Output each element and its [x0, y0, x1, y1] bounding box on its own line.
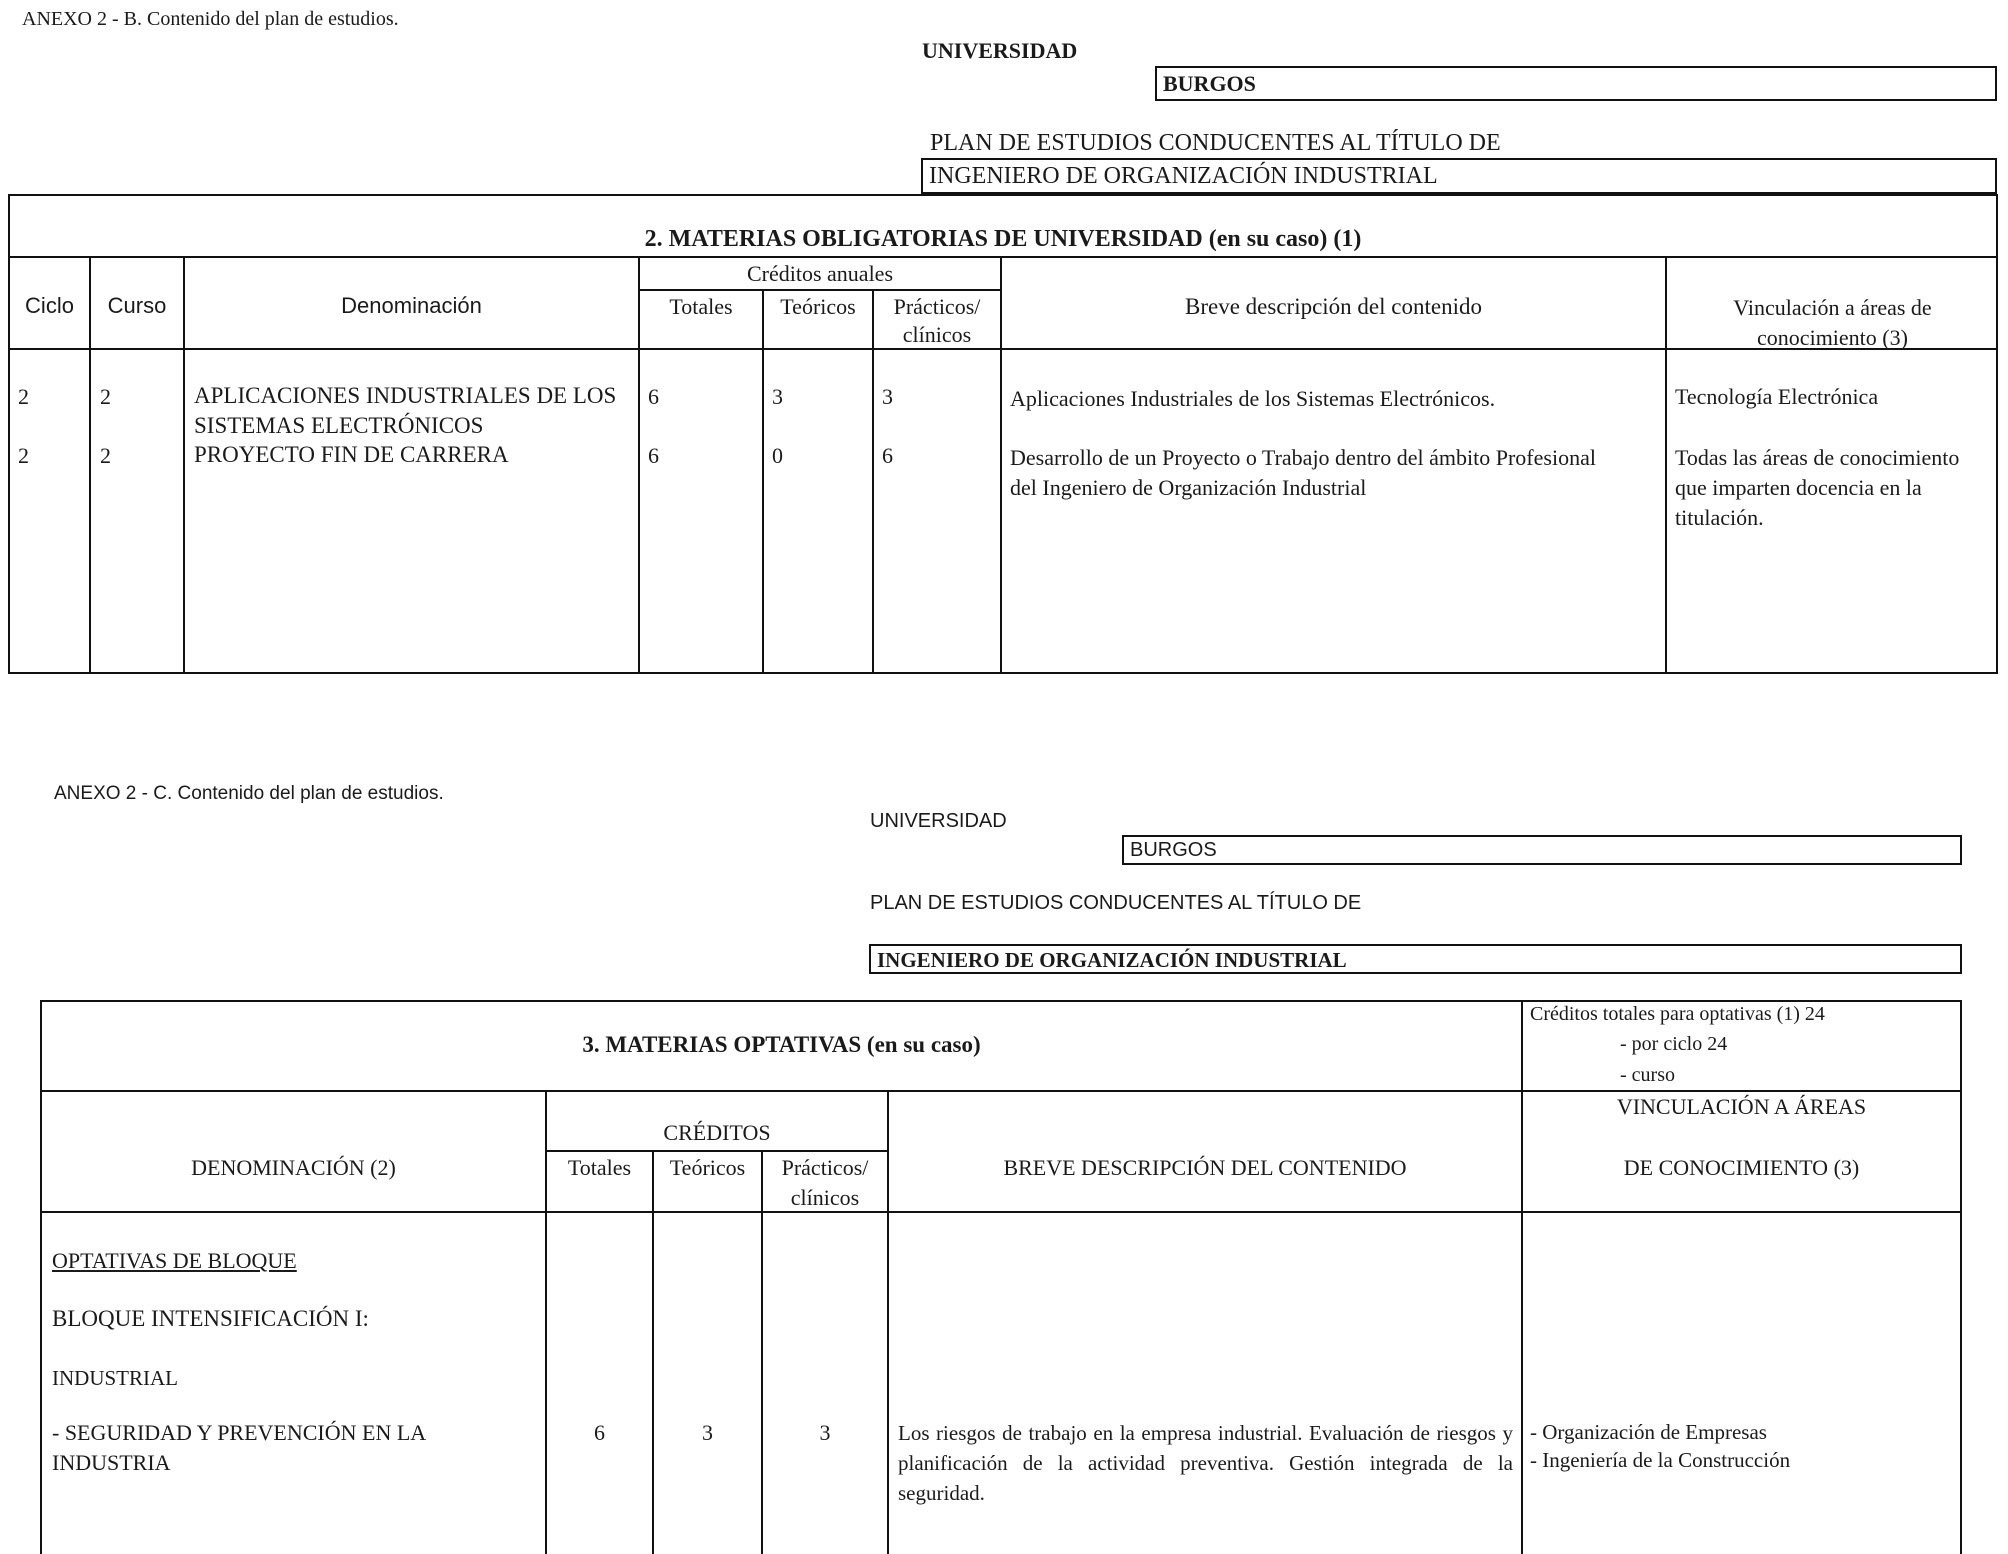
row1-denominacion: APLICACIONES INDUSTRIALES DE LOS SISTEMAS ELECTRÓNICOS — [194, 383, 617, 438]
row2-ciclo: 2 — [18, 443, 29, 468]
row2-totales: 6 — [648, 443, 659, 468]
annex-b-header: ANEXO 2 - B. Contenido del plan de estudios. — [22, 8, 399, 30]
annex-c-degree: INGENIERO DE ORGANIZACIÓN INDUSTRIAL — [877, 948, 1347, 972]
col-descripcion: Breve descripción del contenido — [1185, 294, 1482, 319]
c-col-clinicos: clínicos — [790, 1185, 860, 1210]
annex-b-degree-box — [921, 158, 1997, 194]
col-totales: Totales — [669, 294, 733, 319]
c-row-totales: 6 — [594, 1420, 605, 1445]
col-practicos: Prácticos/ — [893, 294, 981, 319]
annex-c-header: ANEXO 2 - C. Contenido del plan de estudios. — [54, 783, 444, 804]
annex-b-plan-label: PLAN DE ESTUDIOS CONDUCENTES AL TÍTULO DE — [930, 130, 1501, 156]
c-col-denominacion: DENOMINACIÓN (2) — [191, 1155, 396, 1180]
c-row-practicos: 3 — [819, 1420, 831, 1445]
annex-b-table-title: 2. MATERIAS OBLIGATORIAS DE UNIVERSIDAD (en su caso) (1) — [644, 226, 1362, 252]
annex-c-table-title: 3. MATERIAS OPTATIVAS (en su caso) — [582, 1032, 981, 1057]
c-col-vinculacion-2: DE CONOCIMIENTO (3) — [1623, 1155, 1860, 1180]
c-col-totales: Totales — [567, 1155, 632, 1180]
row2-denominacion: PROYECTO FIN DE CARRERA — [194, 442, 509, 467]
col-denominacion: Denominación — [341, 293, 482, 318]
row1-ciclo: 2 — [18, 384, 29, 409]
c-row-teoricos: 3 — [702, 1420, 713, 1445]
c-col-creditos: CRÉDITOS — [663, 1120, 771, 1145]
col-creditos-anuales: Créditos anuales — [746, 261, 894, 286]
c-row-vinculacion-1: - Organización de Empresas — [1530, 1420, 1767, 1444]
c-col-practicos: Prácticos/ — [781, 1155, 869, 1180]
row1-practicos: 3 — [882, 384, 893, 409]
credits-total-line: Créditos totales para optativas (1) 24 — [1530, 1003, 1825, 1025]
block-heading: BLOQUE INTENSIFICACIÓN I: — [52, 1306, 369, 1331]
annex-c-university-box — [1122, 835, 1962, 865]
row1-descripcion: Aplicaciones Industriales de los Sistemas Electrónicos. — [1010, 386, 1496, 411]
annex-b-degree: INGENIERO DE ORGANIZACIÓN INDUSTRIAL — [929, 163, 1438, 189]
row1-teoricos: 3 — [772, 384, 783, 409]
col-teoricos: Teóricos — [780, 294, 856, 319]
annex-c-university-value: BURGOS — [1130, 839, 1217, 861]
credits-ciclo-line: - por ciclo 24 — [1620, 1033, 1728, 1055]
c-col-vinculacion-1: VINCULACIÓN A ÁREAS — [1616, 1094, 1867, 1119]
row2-vinculacion: Todas las áreas de conocimiento que imparten docencia en la titulación. — [1675, 445, 1960, 530]
col-ciclo: Ciclo — [25, 293, 74, 318]
row2-teoricos: 0 — [772, 443, 783, 468]
credits-curso-line: - curso — [1620, 1064, 1675, 1086]
col-clinicos: clínicos — [902, 322, 972, 347]
block-subheading: INDUSTRIAL — [52, 1366, 178, 1390]
col-vinculacion: Vinculación a áreas de conocimiento (3) — [1733, 295, 1932, 350]
row2-practicos: 6 — [882, 443, 893, 468]
c-col-teoricos: Teóricos — [669, 1155, 746, 1180]
c-col-descripcion: BREVE DESCRIPCIÓN DEL CONTENIDO — [1003, 1155, 1407, 1180]
row1-curso: 2 — [100, 384, 111, 409]
annex-c-degree-box — [869, 944, 1962, 974]
annex-c-university-label: UNIVERSIDAD — [870, 810, 1007, 832]
row2-descripcion: Desarrollo de un Proyecto o Trabajo dentro del ámbito Profesional del Ingeniero de Organización Industrial — [1010, 445, 1596, 500]
c-row-vinculacion-2: - Ingeniería de la Construcción — [1530, 1448, 1791, 1472]
row2-curso: 2 — [100, 443, 111, 468]
c-row-descripcion: Los riesgos de trabajo en la empresa industrial. Evaluación de riesgos y planificación de la actividad preventiva. Gestión integrada de la seguridad. — [898, 1421, 1513, 1505]
annex-b-university-box — [1155, 66, 1997, 101]
c-row-denominacion: - SEGURIDAD Y PREVENCIÓN EN LA INDUSTRIA — [52, 1420, 425, 1475]
col-curso: Curso — [107, 293, 167, 318]
annex-b-university-value: BURGOS — [1163, 71, 1256, 96]
annex-b-university-label: UNIVERSIDAD — [922, 38, 1078, 63]
section-heading: OPTATIVAS DE BLOQUE — [52, 1248, 297, 1273]
annex-c-plan-label: PLAN DE ESTUDIOS CONDUCENTES AL TÍTULO DE — [870, 892, 1362, 914]
row1-vinculacion: Tecnología Electrónica — [1675, 384, 1879, 409]
row1-totales: 6 — [648, 384, 659, 409]
